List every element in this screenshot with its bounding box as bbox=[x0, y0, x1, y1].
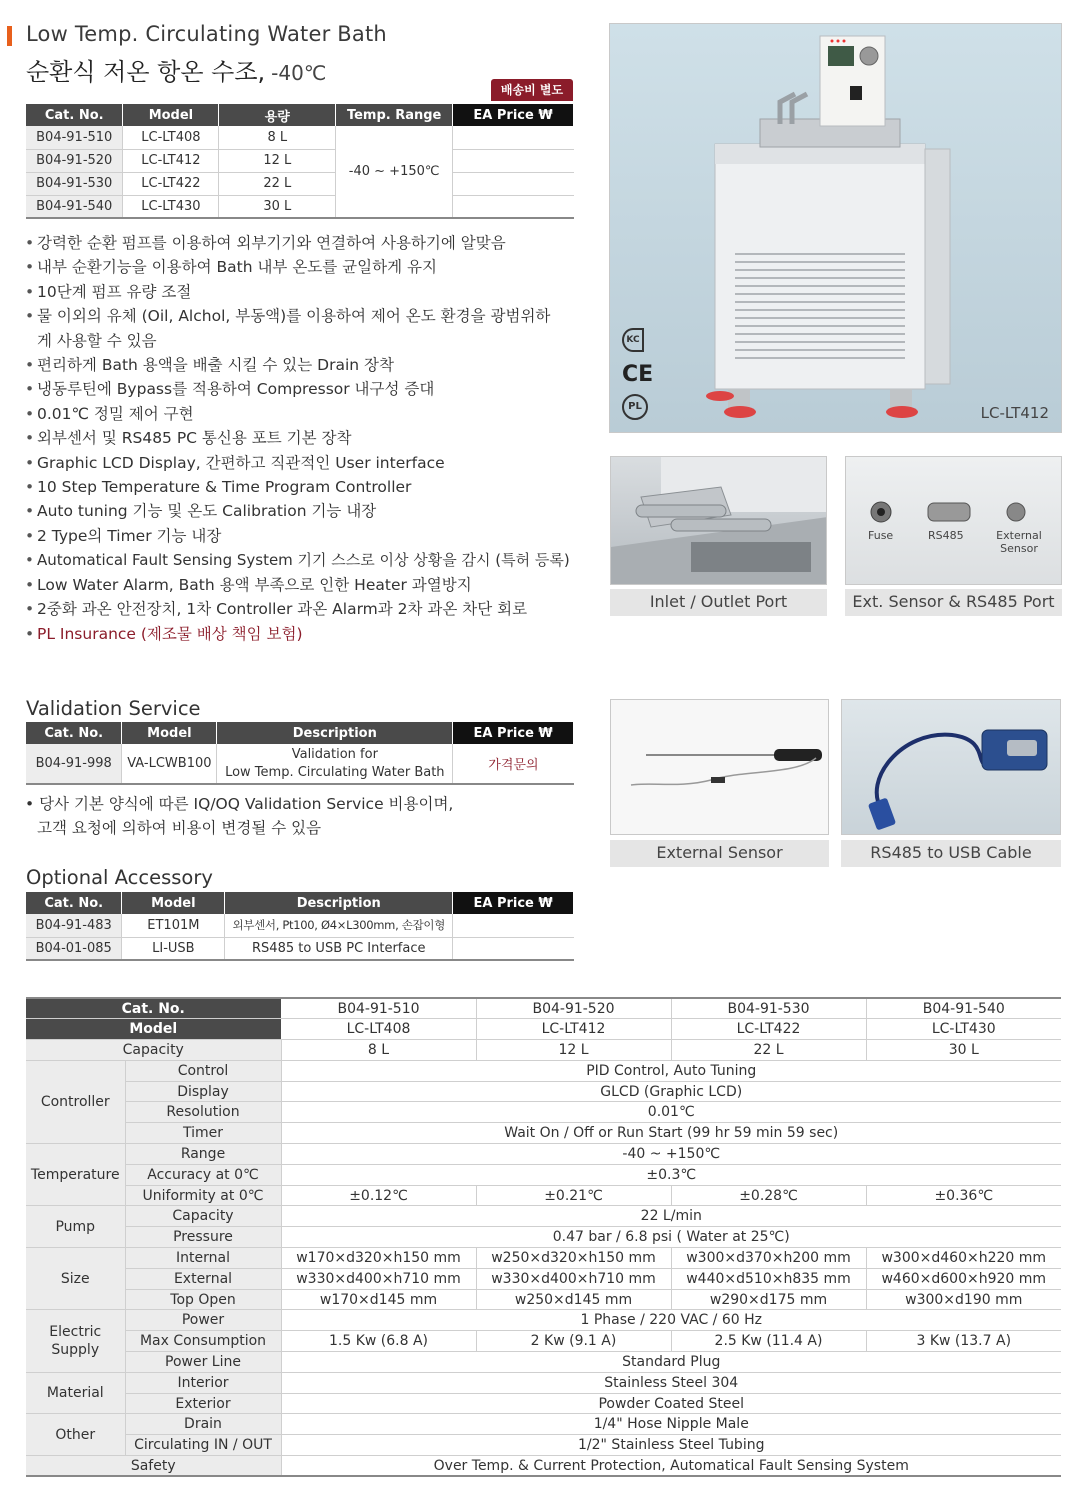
spec-external: w330×d400×h710 mm bbox=[476, 1268, 671, 1289]
inlet-outlet-image bbox=[610, 456, 827, 585]
list-item: • 10단계 펌프 유량 조절 bbox=[25, 280, 585, 304]
spec-capacity: 8 L bbox=[281, 1040, 476, 1061]
spec-external: w460×d600×h920 mm bbox=[866, 1268, 1061, 1289]
spec-power: 1 Phase / 220 VAC / 60 Hz bbox=[281, 1310, 1061, 1331]
spec-timer: Wait On / Off or Run Start (99 hr 59 min 59 sec) bbox=[281, 1123, 1061, 1144]
cell-description bbox=[217, 744, 453, 784]
header-description: Description bbox=[217, 722, 453, 744]
spec-max-consumption: 3 Kw (13.7 A) bbox=[866, 1331, 1061, 1352]
spec-label-uniformity: Uniformity at 0℃ bbox=[125, 1185, 281, 1206]
spec-group-controller: Controller bbox=[26, 1060, 125, 1143]
spec-row-range bbox=[26, 1144, 1061, 1165]
title-accent-bar bbox=[7, 26, 12, 46]
cell-cat: B04-91-998 bbox=[26, 744, 122, 784]
header-model: Model bbox=[122, 892, 225, 914]
table-header-row bbox=[26, 892, 574, 914]
list-item-pl-insurance: • PL Insurance (제조물 배상 책임 보험) bbox=[25, 622, 585, 646]
spec-cat: B04-91-520 bbox=[476, 998, 671, 1019]
spec-label-display: Display bbox=[125, 1081, 281, 1102]
header-price: EA Price ₩ bbox=[453, 892, 574, 914]
accessory-heading: Optional Accessory bbox=[26, 866, 213, 889]
spec-row-power-line bbox=[26, 1352, 1061, 1373]
validation-note-line-2: 고객 요청에 의하여 비용이 변경될 수 있음 bbox=[37, 819, 322, 837]
header-description: Description bbox=[225, 892, 453, 914]
spec-top-open: w290×d175 mm bbox=[671, 1289, 866, 1310]
spec-label-range: Range bbox=[125, 1144, 281, 1165]
spec-row-timer bbox=[26, 1123, 1061, 1144]
accessory-table bbox=[26, 892, 574, 961]
spec-cat: B04-91-540 bbox=[866, 998, 1061, 1019]
spec-row-circulating bbox=[26, 1435, 1061, 1456]
spec-safety: Over Temp. & Current Protection, Automatical Fault Sensing System bbox=[281, 1456, 1061, 1477]
spec-label-timer: Timer bbox=[125, 1123, 281, 1144]
header-price: EA Price ₩ bbox=[453, 722, 574, 744]
cell-cat: B04-91-540 bbox=[26, 195, 123, 218]
spec-label-exterior: Exterior bbox=[125, 1393, 281, 1414]
spec-drain: 1/4" Hose Nipple Male bbox=[281, 1414, 1061, 1435]
list-item: • 2중화 과온 안전장치, 1차 Controller 과온 Alarm과 2차 과온 차단 회로 bbox=[25, 597, 585, 621]
validation-note-line-1: • 당사 기본 양식에 따른 IQ/OQ Validation Service 비용이며, bbox=[25, 795, 454, 813]
spec-label-resolution: Resolution bbox=[125, 1102, 281, 1123]
cell-model: ET101M bbox=[122, 914, 225, 937]
spec-label-top-open: Top Open bbox=[125, 1289, 281, 1310]
list-item: • Automatical Fault Sensing System 기기 스스로 이상 상황을 감시 (특허 등록) bbox=[25, 548, 585, 572]
spec-group-electric-line-1: Electric bbox=[49, 1324, 102, 1341]
feature-list bbox=[25, 231, 585, 646]
ext-sensor-port-image bbox=[845, 456, 1062, 585]
list-item: • 2 Type의 Timer 기능 내장 bbox=[25, 524, 585, 548]
description-line-1: Validation for bbox=[291, 746, 378, 762]
spec-group-electric bbox=[26, 1310, 125, 1372]
spec-range: -40 ~ +150℃ bbox=[281, 1144, 1061, 1165]
cell-cat: B04-91-510 bbox=[26, 126, 123, 149]
cert-pl-icon: PL bbox=[622, 394, 648, 420]
spec-capacity: 12 L bbox=[476, 1040, 671, 1061]
cell-price bbox=[453, 172, 574, 195]
header-cat: Cat. No. bbox=[26, 892, 122, 914]
cell-cat: B04-91-530 bbox=[26, 172, 123, 195]
spec-internal: w300×d370×h200 mm bbox=[671, 1248, 866, 1269]
caption-rs485-cable: RS485 to USB Cable bbox=[841, 840, 1061, 867]
spec-row-safety bbox=[26, 1456, 1061, 1477]
cell-capacity: 22 L bbox=[219, 172, 336, 195]
port-label-fuse: Fuse bbox=[868, 529, 894, 542]
spec-label-max-consumption: Max Consumption bbox=[125, 1331, 281, 1352]
spec-label-pressure: Pressure bbox=[125, 1227, 281, 1248]
spec-row-interior bbox=[26, 1372, 1061, 1393]
port-panel-illustration bbox=[846, 457, 1062, 585]
table-row bbox=[26, 172, 574, 195]
spec-pump-capacity: 22 L/min bbox=[281, 1206, 1061, 1227]
spec-label-interior: Interior bbox=[125, 1372, 281, 1393]
list-item: • Low Water Alarm, Bath 용액 부족으로 인한 Heater 과열방지 bbox=[25, 573, 585, 597]
cell-model: LC-LT430 bbox=[123, 195, 219, 218]
spec-capacity: 22 L bbox=[671, 1040, 866, 1061]
cell-price bbox=[453, 149, 574, 172]
water-bath-illustration bbox=[610, 24, 1062, 433]
list-item: • 10 Step Temperature & Time Program Controller bbox=[25, 475, 585, 499]
spec-row-top-open bbox=[26, 1289, 1061, 1310]
cell-capacity: 30 L bbox=[219, 195, 336, 218]
list-item: • 외부센서 및 RS485 PC 통신용 포트 기본 장착 bbox=[25, 426, 585, 450]
title-korean bbox=[26, 52, 326, 87]
spec-group-temperature: Temperature bbox=[26, 1144, 125, 1206]
cell-price bbox=[453, 195, 574, 218]
main-product-image bbox=[609, 23, 1062, 433]
spec-model: LC-LT430 bbox=[866, 1019, 1061, 1040]
spec-external: w440×d510×h835 mm bbox=[671, 1268, 866, 1289]
spec-row-max-consumption bbox=[26, 1331, 1061, 1352]
table-row bbox=[26, 744, 574, 784]
list-item: • 내부 순환기능을 이용하여 Bath 내부 온도를 균일하게 유지 bbox=[25, 255, 585, 279]
spec-top-open: w250×d145 mm bbox=[476, 1289, 671, 1310]
spec-max-consumption: 2 Kw (9.1 A) bbox=[476, 1331, 671, 1352]
spec-uniformity: ±0.12℃ bbox=[281, 1185, 476, 1206]
spec-label-drain: Drain bbox=[125, 1414, 281, 1435]
cell-capacity: 12 L bbox=[219, 149, 336, 172]
header-temp-range: Temp. Range bbox=[336, 104, 453, 126]
cell-description: RS485 to USB PC Interface bbox=[225, 937, 453, 960]
cell-price bbox=[453, 937, 574, 960]
spec-row-internal bbox=[26, 1248, 1061, 1269]
caption-inlet-outlet: Inlet / Outlet Port bbox=[610, 589, 827, 616]
validation-note-text-1: 당사 기본 양식에 따른 IQ/OQ Validation Service 비용이며, bbox=[39, 795, 454, 813]
spec-label-accuracy: Accuracy at 0℃ bbox=[125, 1164, 281, 1185]
title-korean-text: 순환식 저온 항온 수조, bbox=[26, 58, 266, 86]
spec-model: LC-LT422 bbox=[671, 1019, 866, 1040]
header-price: EA Price ₩ bbox=[453, 104, 574, 126]
spec-uniformity: ±0.28℃ bbox=[671, 1185, 866, 1206]
spec-label-pump-capacity: Capacity bbox=[125, 1206, 281, 1227]
spec-exterior: Powder Coated Steel bbox=[281, 1393, 1061, 1414]
table-header-row bbox=[26, 722, 574, 744]
cell-capacity: 8 L bbox=[219, 126, 336, 149]
spec-label-internal: Internal bbox=[125, 1248, 281, 1269]
usb-cable-illustration bbox=[842, 700, 1061, 835]
caption-ext-sensor-port: Ext. Sensor & RS485 Port bbox=[845, 589, 1062, 616]
cell-model: LC-LT408 bbox=[123, 126, 219, 149]
spec-cat: B04-91-510 bbox=[281, 998, 476, 1019]
cell-cat: B04-91-483 bbox=[26, 914, 122, 937]
header-capacity: 용량 bbox=[219, 104, 336, 126]
spec-row-display bbox=[26, 1081, 1061, 1102]
cell-cat: B04-91-520 bbox=[26, 149, 123, 172]
spec-internal: w300×d460×h220 mm bbox=[866, 1248, 1061, 1269]
product-table bbox=[26, 104, 574, 219]
sensor-probe-illustration bbox=[611, 700, 829, 835]
spec-display: GLCD (Graphic LCD) bbox=[281, 1081, 1061, 1102]
spec-label-control: Control bbox=[125, 1060, 281, 1081]
cell-temp-range: -40 ~ +150℃ bbox=[336, 126, 453, 218]
spec-row-pump-capacity bbox=[26, 1206, 1061, 1227]
cell-cat: B04-01-085 bbox=[26, 937, 122, 960]
validation-heading: Validation Service bbox=[26, 697, 201, 720]
spec-uniformity: ±0.36℃ bbox=[866, 1185, 1061, 1206]
spec-top-open: w300×d190 mm bbox=[866, 1289, 1061, 1310]
spec-label-power-line: Power Line bbox=[125, 1352, 281, 1373]
spec-label-cat: Cat. No. bbox=[26, 998, 281, 1019]
spec-uniformity: ±0.21℃ bbox=[476, 1185, 671, 1206]
spec-label-capacity: Capacity bbox=[26, 1040, 281, 1061]
main-model-label: LC-LT412 bbox=[980, 404, 1049, 422]
header-cat: Cat. No. bbox=[26, 722, 122, 744]
spec-label-external: External bbox=[125, 1268, 281, 1289]
cell-model: VA-LCWB100 bbox=[122, 744, 217, 784]
cell-price bbox=[453, 914, 574, 937]
spec-row-uniformity bbox=[26, 1185, 1061, 1206]
list-item: • 냉동루틴에 Bypass를 적용하여 Compressor 내구성 증대 bbox=[25, 377, 585, 401]
table-row bbox=[26, 195, 574, 218]
inlet-outlet-illustration bbox=[611, 457, 827, 585]
spec-row-cat bbox=[26, 998, 1061, 1019]
spec-internal: w170×d320×h150 mm bbox=[281, 1248, 476, 1269]
spec-model: LC-LT408 bbox=[281, 1019, 476, 1040]
spec-accuracy: ±0.3℃ bbox=[281, 1164, 1061, 1185]
port-label-rs485: RS485 bbox=[928, 529, 964, 542]
spec-row-exterior bbox=[26, 1393, 1061, 1414]
list-item: • 편리하게 Bath 용액을 배출 시킬 수 있는 Drain 장착 bbox=[25, 353, 585, 377]
spec-pressure: 0.47 bar / 6.8 psi ( Water at 25℃) bbox=[281, 1227, 1061, 1248]
spec-row-external bbox=[26, 1268, 1061, 1289]
spec-circulating: 1/2" Stainless Steel Tubing bbox=[281, 1435, 1061, 1456]
spec-row-model bbox=[26, 1019, 1061, 1040]
spec-external: w330×d400×h710 mm bbox=[281, 1268, 476, 1289]
cell-model: LI-USB bbox=[122, 937, 225, 960]
spec-label-circulating: Circulating IN / OUT bbox=[125, 1435, 281, 1456]
spec-row-resolution bbox=[26, 1102, 1061, 1123]
spec-cat: B04-91-530 bbox=[671, 998, 866, 1019]
validation-table bbox=[26, 722, 574, 785]
spec-group-size: Size bbox=[26, 1248, 125, 1310]
spec-group-material: Material bbox=[26, 1372, 125, 1414]
list-item: • 0.01℃ 정밀 제어 구현 bbox=[25, 402, 585, 426]
shipping-badge: 배송비 별도 bbox=[491, 79, 573, 101]
spec-internal: w250×d320×h150 mm bbox=[476, 1248, 671, 1269]
header-model: Model bbox=[122, 722, 217, 744]
spec-top-open: w170×d145 mm bbox=[281, 1289, 476, 1310]
spec-group-electric-line-2: Supply bbox=[51, 1342, 100, 1359]
description-line-2: Low Temp. Circulating Water Bath bbox=[225, 764, 445, 780]
table-row bbox=[26, 126, 574, 149]
spec-row-power bbox=[26, 1310, 1061, 1331]
list-item: • Auto tuning 기능 및 온도 Calibration 기능 내장 bbox=[25, 499, 585, 523]
spec-capacity: 30 L bbox=[866, 1040, 1061, 1061]
table-row bbox=[26, 914, 574, 937]
cell-price bbox=[453, 126, 574, 149]
spec-row-drain bbox=[26, 1414, 1061, 1435]
cell-model: LC-LT422 bbox=[123, 172, 219, 195]
spec-model: LC-LT412 bbox=[476, 1019, 671, 1040]
list-item: • 강력한 순환 펌프를 이용하여 외부기기와 연결하여 사용하기에 알맞음 bbox=[25, 231, 585, 255]
table-header-row bbox=[26, 104, 574, 126]
spec-row-accuracy bbox=[26, 1164, 1061, 1185]
spec-max-consumption: 1.5 Kw (6.8 A) bbox=[281, 1331, 476, 1352]
spec-table bbox=[26, 997, 1061, 1477]
spec-group-other: Other bbox=[26, 1414, 125, 1456]
spec-label-model: Model bbox=[26, 1019, 281, 1040]
spec-max-consumption: 2.5 Kw (11.4 A) bbox=[671, 1331, 866, 1352]
caption-external-sensor: External Sensor bbox=[610, 840, 829, 867]
cell-price: 가격문의 bbox=[453, 744, 574, 784]
spec-power-line: Standard Plug bbox=[281, 1352, 1061, 1373]
external-sensor-image bbox=[610, 699, 829, 835]
title-temp: -40℃ bbox=[271, 61, 327, 85]
rs485-cable-image bbox=[841, 699, 1061, 835]
title-english: Low Temp. Circulating Water Bath bbox=[26, 22, 387, 46]
spec-row-pressure bbox=[26, 1227, 1061, 1248]
table-row bbox=[26, 937, 574, 960]
spec-resolution: 0.01℃ bbox=[281, 1102, 1061, 1123]
header-model: Model bbox=[123, 104, 219, 126]
cell-model: LC-LT412 bbox=[123, 149, 219, 172]
spec-row-capacity bbox=[26, 1040, 1061, 1061]
table-row bbox=[26, 149, 574, 172]
list-item: • Graphic LCD Display, 간편하고 직관적인 User interface bbox=[25, 451, 585, 475]
cell-description: 외부센서, Pt100, Ø4×L300mm, 손잡이형 bbox=[225, 914, 453, 937]
spec-row-control bbox=[26, 1060, 1061, 1081]
spec-label-safety: Safety bbox=[26, 1456, 281, 1477]
cert-ce-icon: CE bbox=[622, 362, 654, 387]
spec-control: PID Control, Auto Tuning bbox=[281, 1060, 1061, 1081]
spec-group-pump: Pump bbox=[26, 1206, 125, 1248]
spec-interior: Stainless Steel 304 bbox=[281, 1372, 1061, 1393]
cert-kc-icon: KC bbox=[622, 328, 644, 352]
list-item: • 물 이외의 유체 (Oil, Alchol, 부동액)를 이용하여 제어 온도 환경을 광범위하게 사용할 수 있음 bbox=[25, 304, 585, 353]
port-label-external-sensor: External Sensor bbox=[996, 529, 1042, 555]
spec-label-power: Power bbox=[125, 1310, 281, 1331]
header-cat: Cat. No. bbox=[26, 104, 123, 126]
validation-note bbox=[25, 792, 453, 840]
